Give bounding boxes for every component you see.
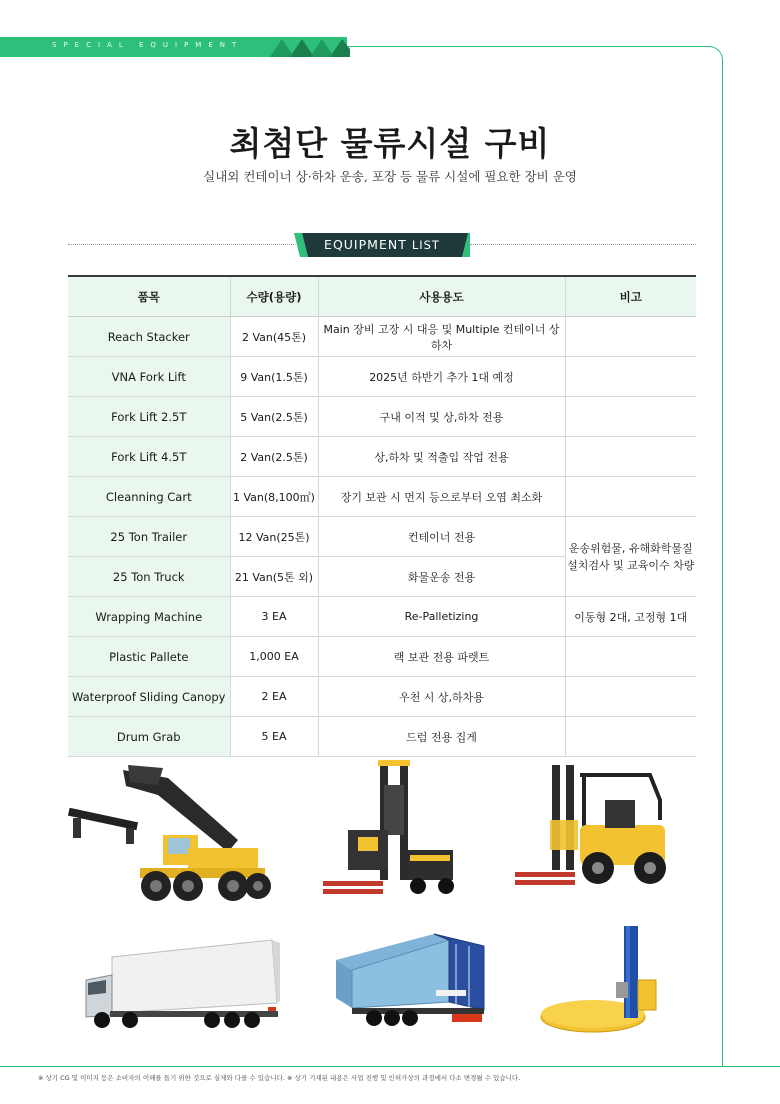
equipment-table: [68, 275, 696, 757]
item-use: 2025년 하반기 추가 1대 예정: [318, 357, 565, 397]
table-header-row: [68, 276, 696, 317]
table-row: [68, 477, 696, 517]
item-qty: 12 Van(25톤): [230, 517, 318, 557]
bottom-rule: [0, 1066, 780, 1067]
item-name: Fork Lift 2.5T: [68, 397, 230, 437]
item-use: 화물운송 전용: [318, 557, 565, 597]
table-row: [68, 517, 696, 557]
item-name: Drum Grab: [68, 717, 230, 757]
item-name: Plastic Pallete: [68, 637, 230, 677]
item-qty: 2 EA: [230, 677, 318, 717]
item-qty: 5 EA: [230, 717, 318, 757]
divider-left: [68, 244, 294, 245]
header-use: 사용용도: [318, 276, 565, 317]
wrapping-machine-image: [538, 922, 663, 1037]
item-qty: 3 EA: [230, 597, 318, 637]
header-triangles-decoration: [270, 37, 350, 57]
item-use: 구내 이적 및 상,하차 전용: [318, 397, 565, 437]
badge-text: [294, 233, 470, 257]
vna-forklift-image: [318, 755, 458, 900]
item-name: Reach Stacker: [68, 317, 230, 357]
table-row: [68, 397, 696, 437]
header-item: 품목: [68, 276, 230, 317]
item-note: [565, 477, 696, 517]
item-use: Re-Palletizing: [318, 597, 565, 637]
item-name: Cleanning Cart: [68, 477, 230, 517]
section-label: SPECIAL EQUIPMENT: [52, 41, 244, 49]
item-name: 25 Ton Truck: [68, 557, 230, 597]
table-row: [68, 357, 696, 397]
item-qty: 2 Van(45톤): [230, 317, 318, 357]
footnote: ※ 상기 CG 및 이미지 등은 소비자의 이해를 돕기 위한 것으로 실제와 다를 수 있습니다. ※ 상기 기재된 내용은 사업 진행 및 인허가상의 과정에서 다소 변경될 수 있습니다.: [38, 1074, 521, 1082]
item-name: Fork Lift 4.5T: [68, 437, 230, 477]
divider-right: [470, 244, 696, 245]
equipment-list-badge: [294, 233, 470, 257]
item-name: 25 Ton Trailer: [68, 517, 230, 557]
item-use: 우천 시 상,하차용: [318, 677, 565, 717]
header-qty: 수량(용량): [230, 276, 318, 317]
item-use: Main 장비 고장 시 대응 및 Multiple 컨테이너 상하차: [318, 317, 565, 357]
item-qty: 21 Van(5톤 외): [230, 557, 318, 597]
item-note: [565, 317, 696, 357]
table-row: [68, 597, 696, 637]
badge-light: LIST: [411, 238, 440, 252]
trailer-truck-image: [82, 935, 280, 1030]
item-qty: 9 Van(1.5톤): [230, 357, 318, 397]
item-note: [565, 637, 696, 677]
item-note: [565, 437, 696, 477]
item-qty: 1 Van(8,100㎡): [230, 477, 318, 517]
item-qty: 5 Van(2.5톤): [230, 397, 318, 437]
item-use: 컨테이너 전용: [318, 517, 565, 557]
merged-note-line2: 설치검사 및 교육이수 차량: [567, 558, 695, 572]
item-use: 장기 보관 시 먼지 등으로부터 오염 최소화: [318, 477, 565, 517]
item-note: [565, 397, 696, 437]
table-row: [68, 677, 696, 717]
item-note: 이동형 2대, 고정형 1대: [565, 597, 696, 637]
item-use: 드럼 전용 집게: [318, 717, 565, 757]
badge-strong: EQUIPMENT: [324, 237, 407, 252]
table-row: [68, 717, 696, 757]
item-note: [565, 717, 696, 757]
page-title: 최첨단 물류시설 구비: [229, 124, 551, 163]
merged-note: [565, 517, 696, 597]
forklift-image: [510, 760, 670, 890]
table-row: [68, 437, 696, 477]
item-name: Waterproof Sliding Canopy: [68, 677, 230, 717]
page-subtitle: 실내외 컨테이너 상·하차 운송, 포장 등 물류 시설에 필요한 장비 운영: [203, 169, 577, 184]
header-note: 비고: [565, 276, 696, 317]
item-qty: 2 Van(2.5톤): [230, 437, 318, 477]
table-row: [68, 637, 696, 677]
reach-stacker-image: [68, 760, 273, 905]
item-use: 상,하차 및 적출입 작업 전용: [318, 437, 565, 477]
item-qty: 1,000 EA: [230, 637, 318, 677]
item-note: [565, 677, 696, 717]
item-name: VNA Fork Lift: [68, 357, 230, 397]
item-name: Wrapping Machine: [68, 597, 230, 637]
cargo-truck-image: [334, 930, 486, 1035]
table-row: [68, 317, 696, 357]
item-note: [565, 357, 696, 397]
item-use: 랙 보관 전용 파렛트: [318, 637, 565, 677]
merged-note-line1: 운송위험물, 유해화학물질: [568, 541, 693, 555]
